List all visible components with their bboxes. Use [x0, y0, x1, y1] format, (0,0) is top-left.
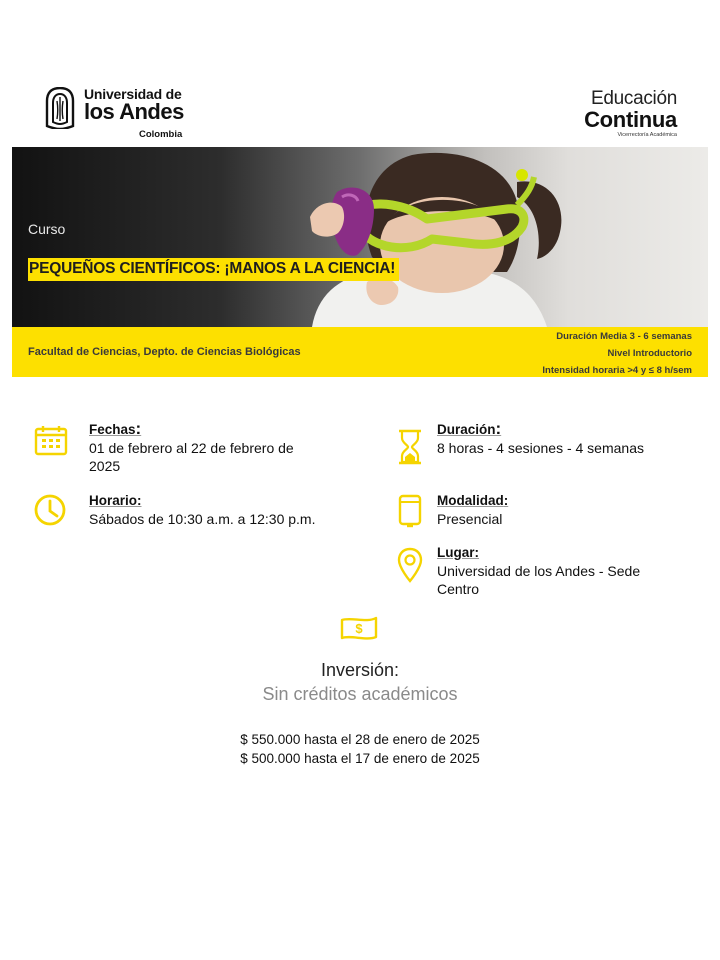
- hourglass-icon: [396, 428, 424, 466]
- duration-value: 8 horas - 4 sesiones - 4 semanas: [437, 440, 644, 456]
- place-label: Lugar:: [437, 545, 480, 560]
- educacion-continua-logo: [560, 88, 680, 142]
- investment-title: Inversión:: [320, 660, 400, 680]
- course-duration-text: Duración Media 3 - 6 semanas: [556, 331, 692, 342]
- course-kind-label: Curso: [28, 221, 66, 237]
- price-earliest: $ 500.000 hasta el 17 de enero de 2025: [240, 751, 480, 766]
- course-level-text: Nivel Introductorio: [607, 348, 692, 359]
- dates-value: 01 de febrero al 22 de febrero de 2025: [89, 440, 294, 474]
- investment-subtitle: Sin créditos académicos: [262, 684, 458, 704]
- modality-block: [437, 493, 707, 528]
- clock-icon: [33, 493, 67, 527]
- duration-block: [437, 421, 707, 457]
- schedule-block: [89, 493, 359, 528]
- modality-value: Presencial: [437, 511, 503, 527]
- educacion-logo-line2: Continua: [584, 107, 677, 132]
- modality-label: Modalidad:: [437, 493, 509, 508]
- place-block: [437, 545, 707, 598]
- money-icon: [339, 614, 379, 642]
- course-meta: [542, 328, 692, 377]
- price-early: $ 550.000 hasta el 28 de enero de 2025: [240, 732, 480, 747]
- university-name-line2: los Andes: [84, 99, 184, 124]
- svg-text:$: $: [355, 621, 363, 636]
- dates-block: [89, 421, 359, 475]
- university-country: Colombia: [139, 129, 183, 140]
- calendar-icon: [34, 424, 68, 456]
- banner-photo: [12, 147, 708, 327]
- course-title: PEQUEÑOS CIENTÍFICOS: ¡MANOS A LA CIENCIA!: [28, 258, 399, 281]
- universidad-de-los-andes-logo: [44, 85, 194, 141]
- course-banner: [12, 147, 708, 377]
- place-value: Universidad de los Andes - Sede Centro: [437, 563, 641, 597]
- university-crest-icon: [44, 87, 76, 129]
- faculty-text: Facultad de Ciencias, Depto. de Ciencias Biológicas: [28, 346, 301, 358]
- schedule-value: Sábados de 10:30 a.m. a 12:30 p.m.: [89, 511, 316, 527]
- university-name-line1: Universidad de: [84, 86, 182, 102]
- educacion-logo-line1: Educación: [590, 88, 677, 109]
- child-scientist-illustration: [12, 147, 708, 327]
- device-icon: [397, 493, 423, 529]
- schedule-label: Horario:: [89, 493, 142, 508]
- educacion-logo-line3: Vicerrectoría Académica: [617, 132, 677, 138]
- banner-info-strip: [12, 327, 708, 377]
- duration-label: Duración:: [437, 419, 502, 438]
- dates-label: Fechas:: [89, 419, 142, 438]
- course-intensity-text: Intensidad horaria >4 y ≤ 8 h/sem: [542, 365, 692, 376]
- location-pin-icon: [396, 546, 424, 584]
